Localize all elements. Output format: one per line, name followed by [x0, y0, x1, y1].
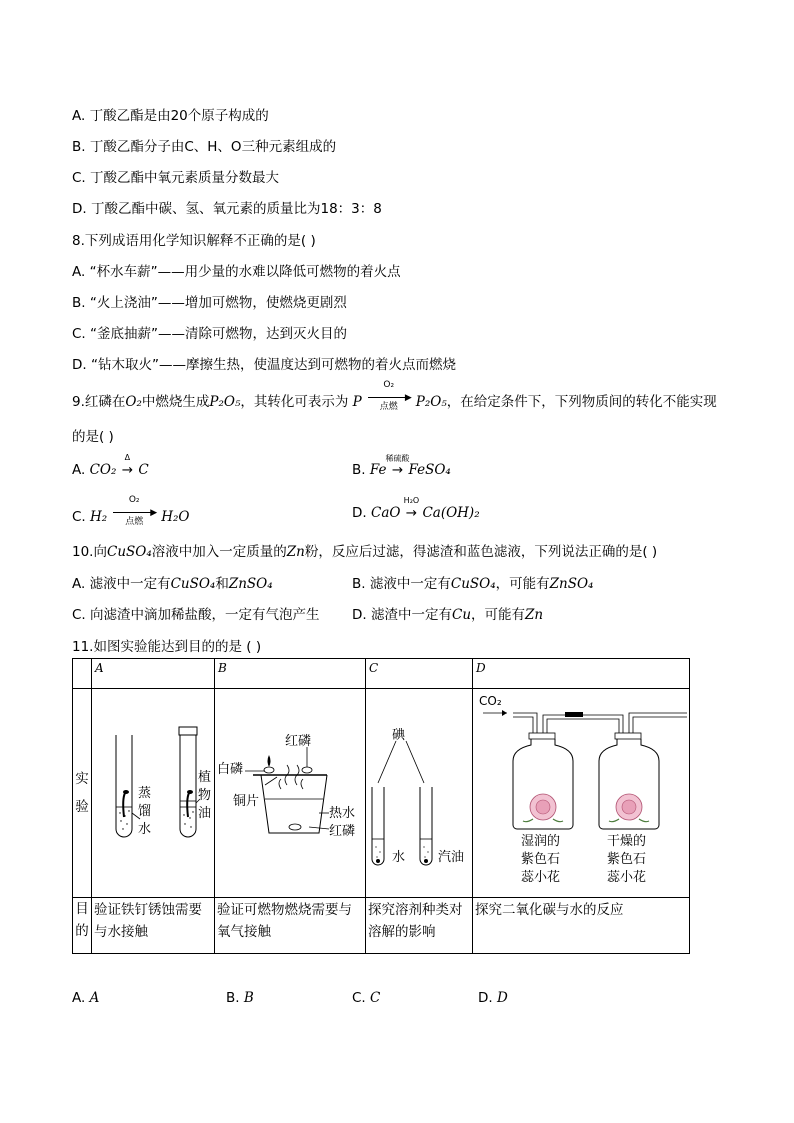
svg-text:水: 水	[392, 850, 406, 865]
svg-text:红磷: 红磷	[329, 824, 356, 839]
header-d: D	[473, 659, 690, 689]
svg-text:汽油: 汽油	[438, 850, 465, 865]
figure-a	[92, 689, 215, 898]
q8-option-a[interactable]: A. “杯水车薪”——用少量的水难以降低可燃物的着火点	[72, 264, 401, 280]
q7-option-d[interactable]: D. 丁酸乙酯中碳、氢、氧元素的质量比为18：3：8	[72, 201, 382, 217]
purpose-d: 探究二氧化碳与水的反应	[473, 898, 690, 954]
q9-option-b[interactable]: B. Fe 稀硫酸 → FeSO₄	[352, 454, 451, 478]
svg-text:水: 水	[138, 822, 152, 837]
q9-option-d[interactable]: D. CaO H₂O → Ca(OH)₂	[352, 496, 480, 521]
q10-stem: 10.向CuSO₄溶液中加入一定质量的Zn粉，反应后过滤，得滤渣和蓝色滤液，下列说法正确的是( )	[72, 544, 658, 560]
svg-text:植: 植	[198, 770, 212, 785]
experiment-table	[72, 658, 690, 954]
q7-option-b[interactable]: B. 丁酸乙酯分子由C、H、O三种元素组成的	[72, 139, 337, 155]
q11-answer-b[interactable]: B. B	[226, 990, 254, 1006]
svg-text:馏: 馏	[138, 804, 152, 819]
figure-b	[215, 689, 366, 898]
header-a: A	[92, 659, 215, 689]
header-b: B	[215, 659, 366, 689]
svg-text:蕊小花: 蕊小花	[607, 870, 647, 885]
figure-d	[473, 689, 690, 898]
q10-option-c[interactable]: C. 向滤渣中滴加稀盐酸，一定有气泡产生	[72, 607, 320, 623]
q9-option-c[interactable]: C. H₂ O₂ ▶ 点燃 H₂O	[72, 495, 190, 527]
combustion-diagram	[215, 689, 365, 893]
purpose-b: 验证可燃物燃烧需要与氧气接触	[215, 898, 366, 954]
svg-text:铜片: 铜片	[233, 794, 260, 809]
figure-c	[366, 689, 473, 898]
svg-text:干燥的: 干燥的	[607, 834, 647, 849]
q10-option-b[interactable]: B. 滤液中一定有CuSO₄，可能有ZnSO₄	[352, 576, 594, 592]
q9-option-a[interactable]: A. CO₂ Δ → C	[72, 453, 149, 478]
q11-answer-c[interactable]: C. C	[352, 990, 381, 1006]
svg-text:热水: 热水	[329, 806, 356, 821]
q11-answer-a[interactable]: A. A	[72, 990, 100, 1006]
q10-option-a[interactable]: A. 滤液中一定有CuSO₄和ZnSO₄	[72, 576, 273, 592]
q8-option-c[interactable]: C. “釜底抽薪”——清除可燃物，达到灭火目的	[72, 326, 348, 342]
svg-text:油: 油	[198, 806, 212, 821]
solubility-diagram	[366, 689, 472, 893]
q7-option-a[interactable]: A. 丁酸乙酯是由20个原子构成的	[72, 108, 269, 124]
purpose-a: 验证铁钉锈蚀需要与水接触	[92, 898, 215, 954]
svg-text:蕊小花: 蕊小花	[521, 870, 561, 885]
test-tube-diagram	[92, 689, 214, 893]
reaction-arrow: O₂ ▶ 点燃	[366, 390, 412, 410]
svg-text:蒸: 蒸	[138, 786, 152, 801]
q11-answer-d[interactable]: D. D	[478, 990, 508, 1006]
co2-flower-diagram	[473, 689, 689, 893]
svg-text:CO₂: CO₂	[479, 694, 502, 708]
svg-text:碘: 碘	[392, 728, 406, 743]
q9-stem: 9.红磷在O₂中燃烧生成P₂O₅，其转化可表示为 P O₂ ▶ 点燃 P₂O₅，在给定条件下，下列物质间的转化不能实现	[72, 380, 717, 412]
reaction-arrow: O₂ ▶ 点燃	[111, 505, 157, 525]
svg-text:红磷: 红磷	[285, 734, 312, 749]
row-label-experiment: 实 验	[73, 689, 92, 898]
q8-stem: 8.下列成语用化学知识解释不正确的是( )	[72, 233, 316, 249]
svg-text:紫色石: 紫色石	[607, 852, 647, 867]
q9-stem-line2: 的是( )	[72, 429, 114, 445]
svg-text:物: 物	[198, 788, 212, 803]
header-c: C	[366, 659, 473, 689]
q10-option-d[interactable]: D. 滤渣中一定有Cu，可能有Zn	[352, 607, 544, 623]
svg-text:湿润的: 湿润的	[521, 834, 561, 849]
q7-option-c[interactable]: C. 丁酸乙酯中氧元素质量分数最大	[72, 170, 280, 186]
q8-option-d[interactable]: D. “钻木取火”——摩擦生热，使温度达到可燃物的着火点而燃烧	[72, 357, 456, 373]
purpose-c: 探究溶剂种类对溶解的影响	[366, 898, 473, 954]
q11-stem: 11.如图实验能达到目的的是 ( )	[72, 639, 262, 655]
svg-text:白磷: 白磷	[217, 762, 244, 777]
q8-option-b[interactable]: B. “火上浇油”——增加可燃物，使燃烧更剧烈	[72, 295, 347, 311]
svg-text:紫色石: 紫色石	[521, 852, 561, 867]
row-label-purpose: 目 的	[73, 898, 92, 954]
